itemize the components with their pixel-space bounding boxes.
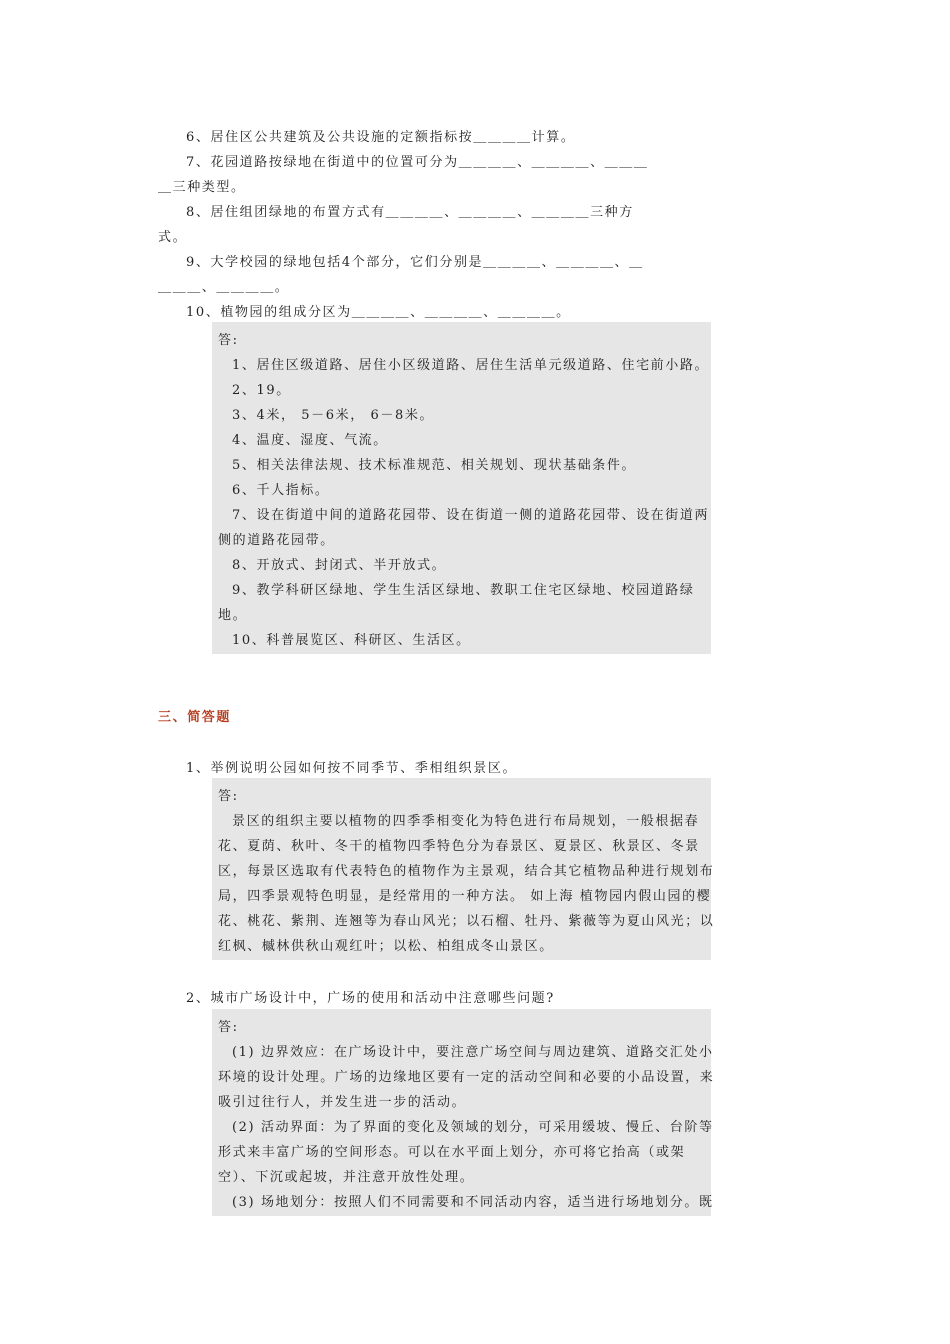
answer-line: 局，四季景观特色明显，是经常用的一种方法。 如上海 植物园内假山园的樱 (218, 889, 712, 904)
short-answer-box-2 (212, 1009, 715, 1216)
answer-line: 空）、下沉或起坡，并注意开放性处理。 (218, 1170, 475, 1185)
answer-line: 1、居住区级道路、居住小区级道路、居住生活单元级道路、住宅前小路。 (232, 358, 710, 373)
answer-line: 侧的道路花园带。 (218, 533, 335, 548)
short-question-2: 2、城市广场设计中，广场的使用和活动中注意哪些问题? (186, 991, 555, 1006)
answer-label: 答: (218, 1020, 239, 1035)
answer-line: 景区的组织主要以植物的四季季相变化为特色进行布局规划，一般根据春 (232, 814, 700, 829)
question-9-line-2: ＿＿＿、＿＿＿＿。 (158, 280, 290, 295)
question-8-line-1: 8、居住组团绿地的布置方式有＿＿＿＿、＿＿＿＿、＿＿＿＿三种方 (186, 205, 634, 220)
question-8-line-2: 式。 (158, 230, 188, 245)
answer-line: 5、相关法律法规、技术标准规范、相关规划、现状基础条件。 (232, 458, 637, 473)
answer-line: 吸引过往行人，并发生进一步的活动。 (218, 1095, 467, 1110)
answer-line: 9、教学科研区绿地、学生生活区绿地、教职工住宅区绿地、校园道路绿 (232, 583, 695, 598)
answer-line: (3) 场地划分：按照人们不同需要和不同活动内容，适当进行场地划分。既 (232, 1195, 714, 1210)
answer-line: 4、温度、湿度、气流。 (232, 433, 388, 448)
answer-label: 答: (218, 333, 239, 348)
section-heading: 三、简答题 (158, 710, 232, 725)
question-6: 6、居住区公共建筑及公共设施的定额指标按＿＿＿＿计算。 (186, 130, 576, 145)
short-question-1: 1、举例说明公园如何按不同季节、季相组织景区。 (186, 761, 518, 776)
answer-line: 3、4米， 5－6米， 6－8米。 (232, 408, 435, 423)
answer-line: 区，每景区选取有代表特色的植物作为主景观，结合其它植物品种进行规划布 (218, 864, 715, 879)
answer-line: (1) 边界效应：在广场设计中，要注意广场空间与周边建筑、道路交汇处小 (232, 1045, 714, 1060)
short-answer-box-1 (212, 778, 715, 960)
answer-line: 花、桃花、紫荆、连翘等为春山风光；以石榴、牡丹、紫薇等为夏山风光；以 (218, 914, 715, 929)
question-7-line-1: 7、花园道路按绿地在街道中的位置可分为＿＿＿＿、＿＿＿＿、＿＿＿ (186, 155, 649, 170)
question-9-line-1: 9、大学校园的绿地包括4个部分，它们分别是＿＿＿＿、＿＿＿＿、＿ (186, 255, 644, 270)
answer-line: 10、科普展览区、科研区、生活区。 (232, 633, 471, 648)
answer-line: 地。 (218, 608, 248, 623)
answer-line: (2) 活动界面：为了界面的变化及领域的划分，可采用缓坡、慢丘、台阶等 (232, 1120, 714, 1135)
answer-line: 红枫、槭林供秋山观红叶；以松、柏组成冬山景区。 (218, 939, 554, 954)
answer-line: 6、千人指标。 (232, 483, 330, 498)
answer-line: 形式来丰富广场的空间形态。可以在水平面上划分，亦可将它抬高（或架 (218, 1145, 686, 1160)
fill-in-answer-box (212, 322, 711, 654)
answer-line: 8、开放式、封闭式、半开放式。 (232, 558, 447, 573)
question-7-line-2: ＿三种类型。 (158, 180, 246, 195)
answer-label: 答: (218, 789, 239, 804)
answer-line: 7、设在街道中间的道路花园带、设在街道一侧的道路花园带、设在街道两 (232, 508, 710, 523)
question-10: 10、植物园的组成分区为＿＿＿＿、＿＿＿＿、＿＿＿＿。 (186, 305, 571, 320)
answer-line: 2、19。 (232, 383, 291, 398)
answer-line: 环境的设计处理。广场的边缘地区要有一定的活动空间和必要的小品设置，来 (218, 1070, 715, 1085)
answer-line: 花、夏荫、秋叶、冬干的植物四季特色分为春景区、夏景区、秋景区、冬景 (218, 839, 700, 854)
